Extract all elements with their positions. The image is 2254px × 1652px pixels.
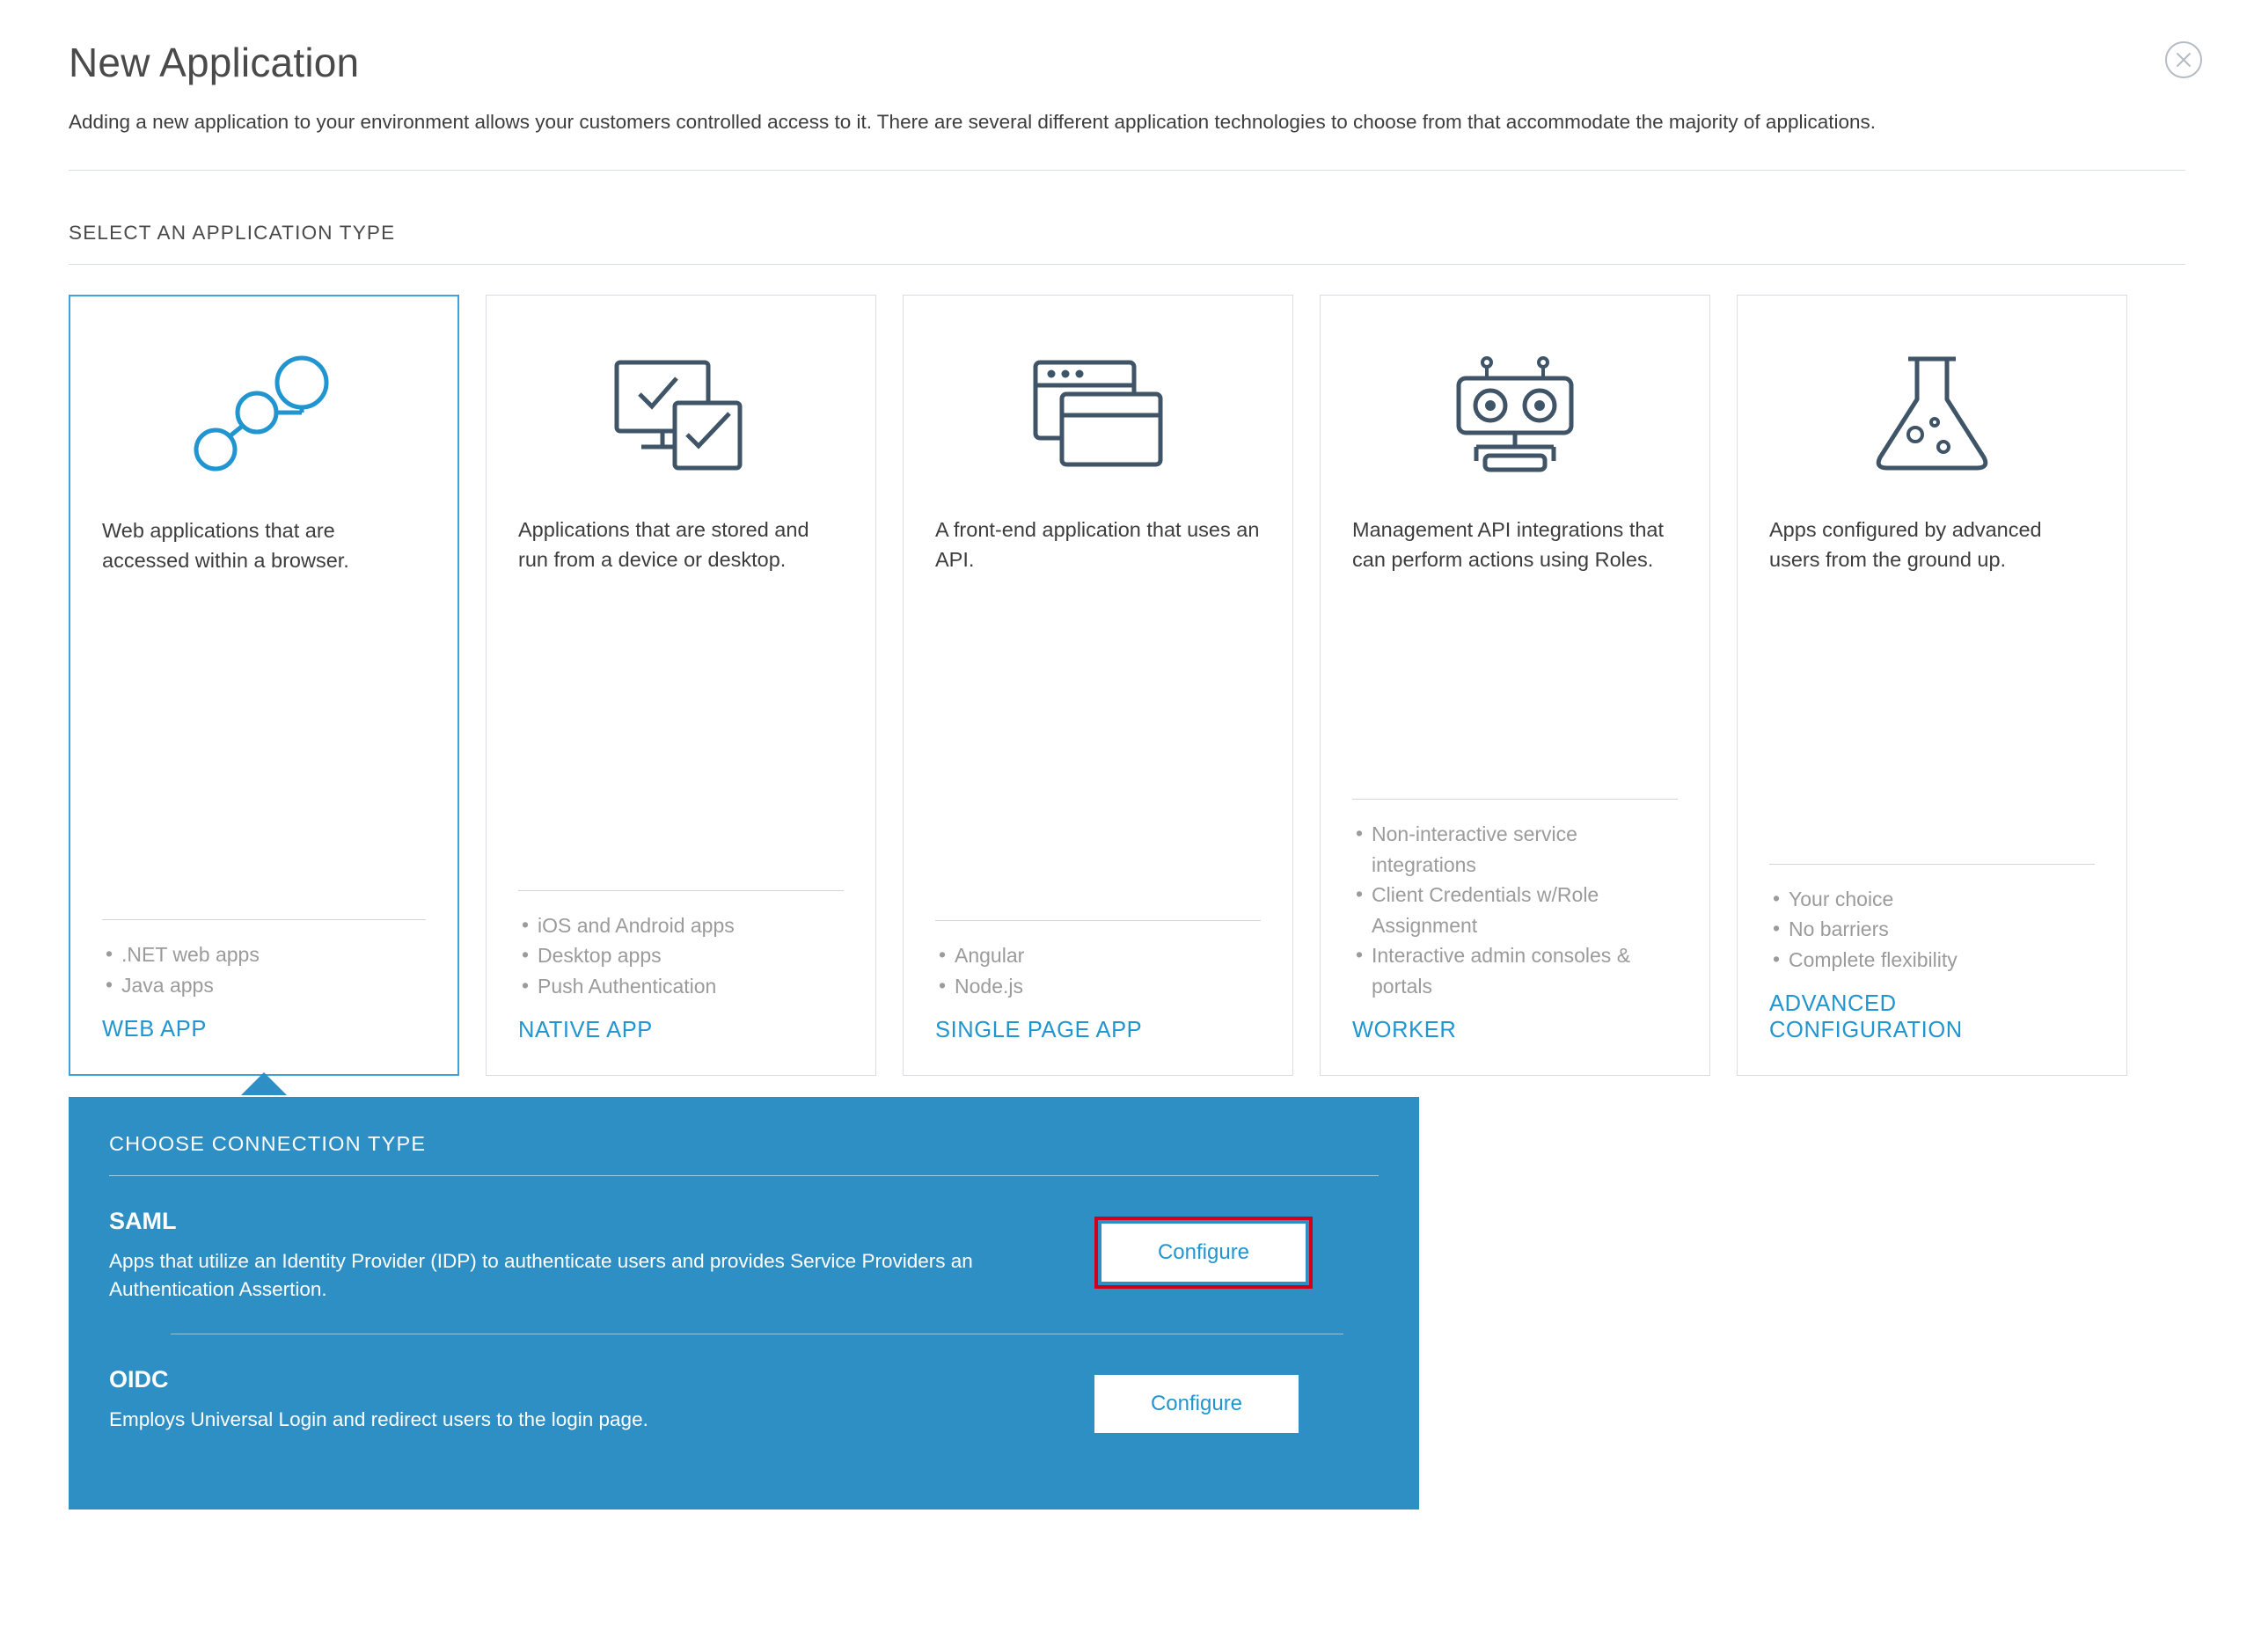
section-label: SELECT AN APPLICATION TYPE [69,222,396,245]
app-type-card-advanced-configuration[interactable] [1737,295,2127,1076]
choose-connection-type-panel [69,1097,1419,1509]
app-type-cta-single-page-app[interactable]: SINGLE PAGE APP [935,1018,1143,1043]
list-item: • Your choice [1769,884,2095,915]
list-item: • iOS and Android apps [518,910,844,941]
header-divider [69,170,2185,171]
app-type-description: Applications that are stored and run from a device or desktop. [518,518,809,571]
selected-card-arrow [241,1072,287,1095]
app-type-description: Management API integrations that can perform actions using Roles. [1352,518,1665,571]
card-divider [1769,864,2095,865]
list-item: • Node.js [935,971,1261,1002]
connection-option-name: OIDC [109,1366,169,1393]
application-type-section [0,222,2254,1076]
page-title: New Application [69,40,360,85]
card-divider [518,890,844,891]
app-type-card-single-page-app[interactable] [903,295,1293,1076]
card-divider [1352,799,1678,800]
connection-option-action [1094,1208,1314,1289]
app-type-bullets [1769,884,2095,976]
app-type-card-worker[interactable] [1320,295,1710,1076]
dialog-header [0,0,2254,136]
app-type-card-native-app[interactable] [486,295,876,1076]
list-item: • Non-interactive service integrations [1352,819,1678,880]
connection-option-description: Apps that utilize an Identity Provider (IDP) to authenticate users and provides Service Providers an Authentication Assertion. [109,1250,973,1301]
connection-option-info [109,1208,1094,1304]
section-divider [69,264,2185,265]
list-item: • No barriers [1769,914,2095,945]
connection-option-info [109,1366,1094,1434]
list-item: • .NET web apps [102,939,426,970]
dialog-description: Adding a new application to your environment allows your customers controlled access to it. There are several different application technologies to choose from that accommodate the majority of applications. [69,110,1877,133]
connection-option-action [1094,1366,1314,1433]
saml-configure-button[interactable]: Configure [1101,1224,1306,1282]
saml-configure-highlight [1094,1217,1313,1289]
app-type-cta-advanced-configuration[interactable]: ADVANCED CONFIGURATION [1769,991,1963,1043]
connection-option-oidc [109,1334,1379,1464]
card-divider [102,919,426,920]
close-icon[interactable] [2164,40,2203,79]
connection-option-name: SAML [109,1208,177,1235]
app-type-description: Web applications that are accessed within a browser. [102,519,349,572]
oidc-configure-button[interactable]: Configure [1094,1375,1299,1433]
list-item: • Complete flexibility [1769,945,2095,976]
list-item: • Push Authentication [518,971,844,1002]
list-item: • Interactive admin consoles & portals [1352,940,1678,1001]
connection-option-description: Employs Universal Login and redirect users to the login page. [109,1408,648,1431]
browser-windows-icon [935,296,1261,515]
list-item: • Client Credentials w/Role Assignment [1352,880,1678,940]
app-type-bullets [518,910,844,1002]
app-type-cta-worker[interactable]: WORKER [1352,1018,1457,1043]
connection-panel-title: CHOOSE CONNECTION TYPE [109,1132,427,1156]
app-type-card-web-app[interactable] [69,295,459,1076]
nodes-graph-icon [102,296,426,516]
desktop-checklist-icon [518,296,844,515]
list-item: • Angular [935,940,1261,971]
app-type-bullets [935,940,1261,1001]
app-type-bullets [102,939,426,1000]
card-divider [935,920,1261,921]
app-type-description: Apps configured by advanced users from the ground up. [1769,518,2042,571]
flask-icon [1769,296,2095,515]
app-type-bullets [1352,819,1678,1001]
application-type-cards [69,295,2185,1076]
app-type-description: A front-end application that uses an API. [935,518,1260,571]
oidc-configure-wrap [1094,1375,1299,1433]
list-item: • Java apps [102,970,426,1001]
app-type-cta-native-app[interactable]: NATIVE APP [518,1018,653,1043]
connection-option-saml [109,1176,1379,1334]
app-type-cta-web-app[interactable]: WEB APP [102,1017,207,1042]
robot-icon [1352,296,1678,515]
list-item: • Desktop apps [518,940,844,971]
